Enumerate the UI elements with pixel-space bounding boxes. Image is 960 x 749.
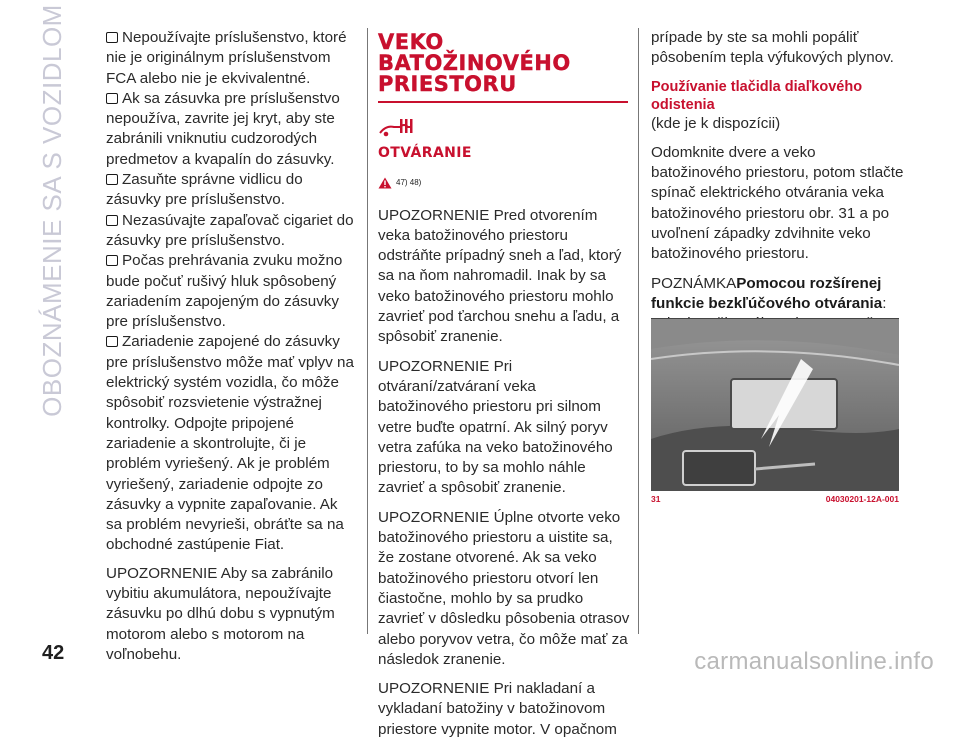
checkbox-bullet-icon bbox=[106, 215, 118, 226]
bullet-item bbox=[106, 170, 354, 211]
heading-underline bbox=[378, 101, 628, 103]
bullet-text: Zariadenie zapojené do zásuvky pre príslušenstvo môže mať vplyv na elektrický systém vozidla, čo môže spôsobiť rozsvietenie výstražnej kontrolky. Odpojte pripojené zariadenie a skontrolujte, či je problém vyriešený. Ak je problém vyriešený, zariadenie odpojte zo zásuvky a vypnite zapaľovanie. Ak sa problém nevyrieši, obráťte sa na obchodné zastúpenie Fiat. bbox=[106, 333, 354, 554]
warning-paragraph: UPOZORNENIE Úplne otvorte veko batožinového priestoru a uistite sa, že zostane otvorené. Ak sa veko batožinového priestoru otvorí len čiastočne, mohlo by sa prudko zavrieť v dôsledku pôsobenia otrasov alebo poryvov vetra, čo môže mať za následok zranenie. bbox=[378, 508, 630, 668]
column-3 bbox=[651, 28, 905, 364]
instruction-paragraph: Odomknite dvere a veko batožinového priestoru, potom stlačte spínač elektrického otvárania veka batožinového priestoru obr. 31 a po uvoľnení západky zdvihnite veko batožinového priestoru. bbox=[651, 143, 904, 263]
warning-paragraph: UPOZORNENIE Pri otváraní/zatváraní veka batožinového priestoru pri silnom vetre buďte opatrní. Ak silný poryv vetra zafúka na veko batožinového priestoru, to by sa mohlo náhle zavrieť a spôsobiť zranenie. bbox=[378, 357, 613, 497]
figure-caption bbox=[651, 494, 899, 504]
checkbox-bullet-icon bbox=[106, 255, 118, 266]
note-label: POZNÁMKA bbox=[651, 274, 737, 292]
bullet-text: Zasuňte správne vidlicu do zásuvky pre príslušenstvo. bbox=[106, 171, 303, 209]
vehicle-version-icon bbox=[378, 115, 630, 139]
section-side-title bbox=[22, 3, 82, 417]
page-number: 42 bbox=[42, 642, 65, 664]
checkbox-bullet-icon bbox=[106, 336, 118, 347]
bullet-item bbox=[106, 28, 354, 89]
note-colon: : bbox=[882, 294, 887, 312]
warning-paragraph: UPOZORNENIE Pred otvorením veka batožinového priestoru odstráňte prípadný sneh a ľad, ktorý sa na ňom nahromadil. Inak by sa veko batožinového priestoru mohlo zavrieť pod ťarchou snehu a ľadu, a spôsobiť zranenie. bbox=[378, 206, 622, 346]
warning-triangle-icon bbox=[378, 177, 392, 189]
battery-warning-paragraph: UPOZORNENIE Aby sa zabránilo vybitiu akumulátora, nepoužívajte zásuvku po dlhú dobu s vypnutým motorom alebo s motorom na voľnobehu. bbox=[106, 564, 335, 663]
column-divider-2 bbox=[638, 28, 639, 634]
heading-line: VEKO bbox=[378, 30, 444, 54]
bullet-item bbox=[106, 251, 354, 332]
bullet-item bbox=[106, 332, 354, 555]
continuation-paragraph: prípade by ste sa mohli popáliť pôsobením tepla výfukových plynov. bbox=[651, 29, 894, 67]
subsection-heading: OTVÁRANIE bbox=[378, 145, 472, 161]
heading-line: BATOŽINOVÉHO bbox=[378, 51, 571, 75]
note-bold-text: Pomocou rozšírenej funkcie bezkľúčového otvárania bbox=[651, 274, 883, 312]
column-divider-1 bbox=[367, 28, 368, 634]
bullet-text: Nezasúvajte zapaľovač cigariet do zásuvky pre príslušenstvo. bbox=[106, 211, 354, 249]
heading-line: PRIESTORU bbox=[378, 72, 517, 96]
column-2 bbox=[378, 32, 630, 749]
warning-reference-row bbox=[378, 173, 630, 193]
checkbox-bullet-icon bbox=[106, 93, 118, 104]
figure-number: 31 bbox=[651, 494, 661, 504]
section-heading bbox=[378, 32, 630, 95]
availability-note: (kde je k dispozícii) bbox=[651, 114, 781, 132]
warning-paragraph: UPOZORNENIE Pri nakladaní a vykladaní batožiny v batožinovom priestore vypnite motor. V opačnom bbox=[378, 680, 617, 738]
checkbox-bullet-icon bbox=[106, 174, 118, 185]
side-title-text: OBOZNÁMENIE SA S VOZIDLOM bbox=[36, 3, 67, 417]
column-1 bbox=[106, 28, 354, 674]
checkbox-bullet-icon bbox=[106, 32, 118, 43]
warning-refs: 47) 48) bbox=[396, 178, 422, 188]
bullet-item bbox=[106, 211, 354, 252]
remote-button-heading: Používanie tlačidla diaľkového odistenia bbox=[651, 78, 863, 113]
bullet-text: Ak sa zásuvka pre príslušenstvo nepoužíva, zavrite jej kryt, aby ste zabránili vniknutiu cudzorodých predmetov a kvapalín do zásuvky. bbox=[106, 89, 340, 168]
watermark: carmanualsonline.info bbox=[694, 648, 934, 675]
bullet-text: Počas prehrávania zvuku možno bude počuť rušivý hluk spôsobený zariadením zapojeným do zásuvky pre príslušenstvo. bbox=[106, 252, 343, 331]
bullet-text: Nepoužívajte príslušenstvo, ktoré nie je originálnym príslušenstvom FCA alebo nie je ekvivalentné. bbox=[106, 29, 347, 87]
trunk-lid-figure bbox=[651, 318, 899, 490]
bullet-item bbox=[106, 89, 354, 170]
figure-code: 04030201-12A-001 bbox=[825, 494, 899, 504]
